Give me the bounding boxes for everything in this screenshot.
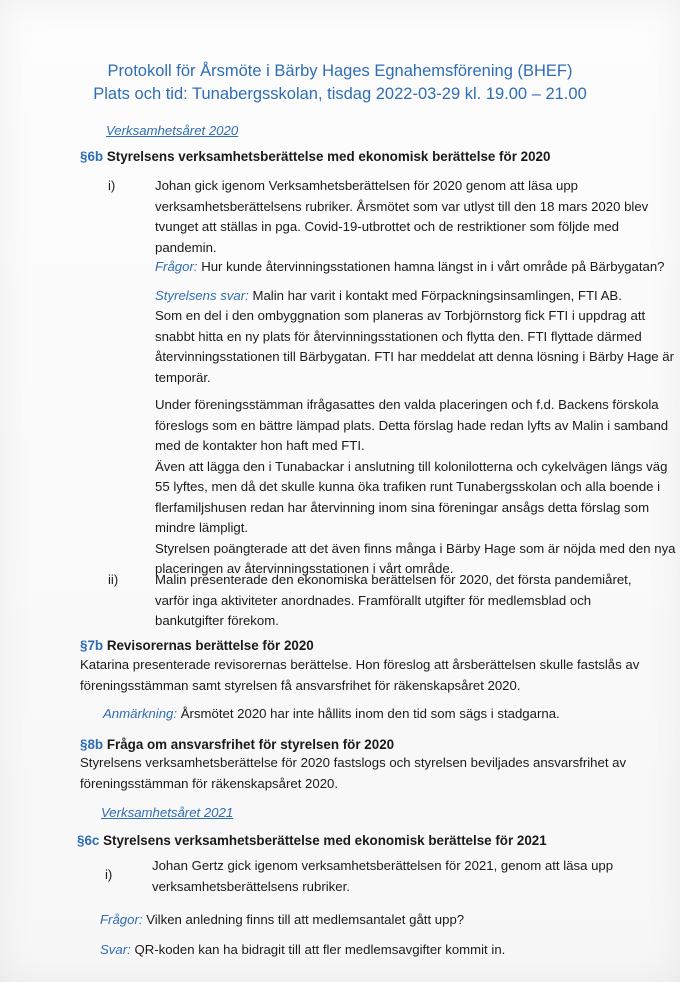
paragraph-line: föreningsstämman samt styrelsen få ansvarsfrihet för räkenskapsåret 2020. <box>80 677 521 693</box>
section-8b-title: Fråga om ansvarsfrihet för styrelsen för 2020 <box>106 737 395 752</box>
section-6c-number: §6c <box>77 833 100 848</box>
discussion-2020-body <box>155 395 676 580</box>
section-6c-item-i <box>152 856 613 897</box>
remark-2020 <box>103 704 560 725</box>
paragraph-line: Malin presenterade den ekonomiska berättelsen för 2020, det första pandemiåret, <box>155 572 632 587</box>
section-7b-body <box>80 655 639 696</box>
answer-2021 <box>100 940 505 961</box>
section-6b-title: Styrelsens verksamhetsberättelse med ekonomisk berättelse för 2020 <box>106 149 551 164</box>
remark-text: Årsmötet 2020 har inte hållits inom den tid som sägs i stadgarna. <box>180 706 560 721</box>
paragraph-line: temporär. <box>155 369 211 385</box>
paragraph-line: Även att lägga den i Tunabackar i anslutning till kolonilotterna och cykelvägen längs väg <box>155 458 668 474</box>
paragraph-line: pandemin. <box>155 239 217 255</box>
section-8b-body <box>80 753 626 794</box>
paragraph-line: bankutgifter förekom. <box>155 613 279 628</box>
answer-text: Malin har varit i kontakt med Förpackningsinsamlingen, FTI AB. <box>252 288 622 303</box>
year-2021-heading: Verksamhetsåret 2021 <box>101 805 234 820</box>
answer-2020-first-line <box>155 286 622 307</box>
paragraph-line: Katarina presenterade revisorernas berättelse. Hon föreslog att årsberättelsen skulle fastslås av <box>80 657 640 672</box>
question-2020 <box>155 257 665 278</box>
section-7b-number: §7b <box>80 638 104 653</box>
section-7b-heading <box>80 636 314 657</box>
answer-label: Svar: <box>100 942 131 957</box>
document-title <box>0 60 680 106</box>
answer-label: Styrelsens svar: <box>155 288 249 303</box>
paragraph-line: verksamhetsberättelsens rubriker. Årsmötet som var utlyst till den 18 mars 2020 blev <box>155 198 649 214</box>
item-i-marker: i) <box>108 178 116 193</box>
paragraph-line: Johan gick igenom Verksamhetsberättelsen för 2020 genom att läsa upp <box>155 178 578 193</box>
section-6c-heading <box>77 831 547 852</box>
paragraph-line: flerfamiljshusen redan har återvinning inom sina föreningar ansågs detta förslag som <box>155 499 650 515</box>
paragraph-line: Styrelsen poängterade att det även finns många i Bärby Hage som är nöjda med den nya <box>155 540 676 556</box>
section-6b-number: §6b <box>80 149 104 164</box>
question-label: Frågor: <box>155 259 198 274</box>
paragraph-line: snabbt hitta en ny plats för återvinningsstationen och flytta den. FTI flyttade därmed <box>155 328 642 344</box>
section-6c-title: Styrelsens verksamhetsberättelse med ekonomisk berättelse för 2021 <box>103 833 547 848</box>
year-2020-heading: Verksamhetsåret 2020 <box>106 123 239 138</box>
paragraph-line: verksamhetsberättelsens rubriker. <box>152 878 350 894</box>
paragraph-line: placeringen av återvinningsstationen i vårt område. <box>155 561 454 576</box>
section-8b-number: §8b <box>80 737 104 752</box>
question-text: Hur kunde återvinningsstationen hamna längst in i vårt område på Bärbygatan? <box>201 259 665 274</box>
section-6b-item-i <box>155 176 648 258</box>
paragraph-line: tvunget att ställas in pga. Covid-19-utbrottet och de restriktioner som följde med <box>155 219 619 234</box>
paragraph-line: Under föreningsstämman ifrågasattes den valda placeringen och f.d. Backens förskola <box>155 397 659 412</box>
paragraph-line: Johan Gertz gick igenom verksamhetsberättelsen för 2021, genom att läsa upp <box>152 858 614 873</box>
section-7b-title: Revisorernas berättelse för 2020 <box>106 638 314 653</box>
question-text: Vilken anledning finns till att medlemsantalet gått upp? <box>146 912 465 927</box>
section-6b-heading <box>80 147 550 168</box>
remark-label: Anmärkning: <box>103 706 178 721</box>
paragraph-line: mindre lämpligt. <box>155 520 249 535</box>
title-line-2: Plats och tid: Tunabergsskolan, tisdag 2022-03-29 kl. 19.00 – 21.00 <box>93 85 587 103</box>
answer-text: QR-koden kan ha bidragit till att fler medlemsavgifter kommit in. <box>134 942 506 957</box>
question-2021 <box>100 910 464 931</box>
item-ii-marker: ii) <box>108 572 119 587</box>
title-line-1: Protokoll för Årsmöte i Bärby Hages Egnahemsförening (BHEF) <box>107 62 573 80</box>
paragraph-line: med de kontakter hon haft med FTI. <box>155 438 365 453</box>
paragraph-line: 55 lyftes, men då det skulle kunna öka trafiken runt Tunabergsskolan och alla boende i <box>155 479 661 494</box>
section-6b-item-ii <box>155 570 632 632</box>
paragraph-line: föreningsstämman för räkenskapsåret 2020. <box>80 775 339 791</box>
paragraph-line: föreslogs som en bättre lämpad plats. Detta förslag hade redan lyfts av Malin i samband <box>155 417 669 433</box>
answer-2020-body <box>155 306 674 388</box>
paragraph-line: återvinningsstationen till Bärbygatan. FTI har meddelat att denna lösning i Bärby Hage är <box>155 349 675 364</box>
item-i-marker-2021: i) <box>105 867 113 882</box>
paragraph-line: Som en del i den ombyggnation som planeras av Torbjörnstorg fick FTI i uppdrag att <box>155 308 646 323</box>
paragraph-line: Styrelsens verksamhetsberättelse för 2020 fastslogs och styrelsen beviljades ansvarsfrihet av <box>80 755 627 770</box>
paragraph-line: varför inga aktiviteter anordnades. Framförallt utgifter för medlemsblad och <box>155 592 592 608</box>
question-label: Frågor: <box>100 912 143 927</box>
